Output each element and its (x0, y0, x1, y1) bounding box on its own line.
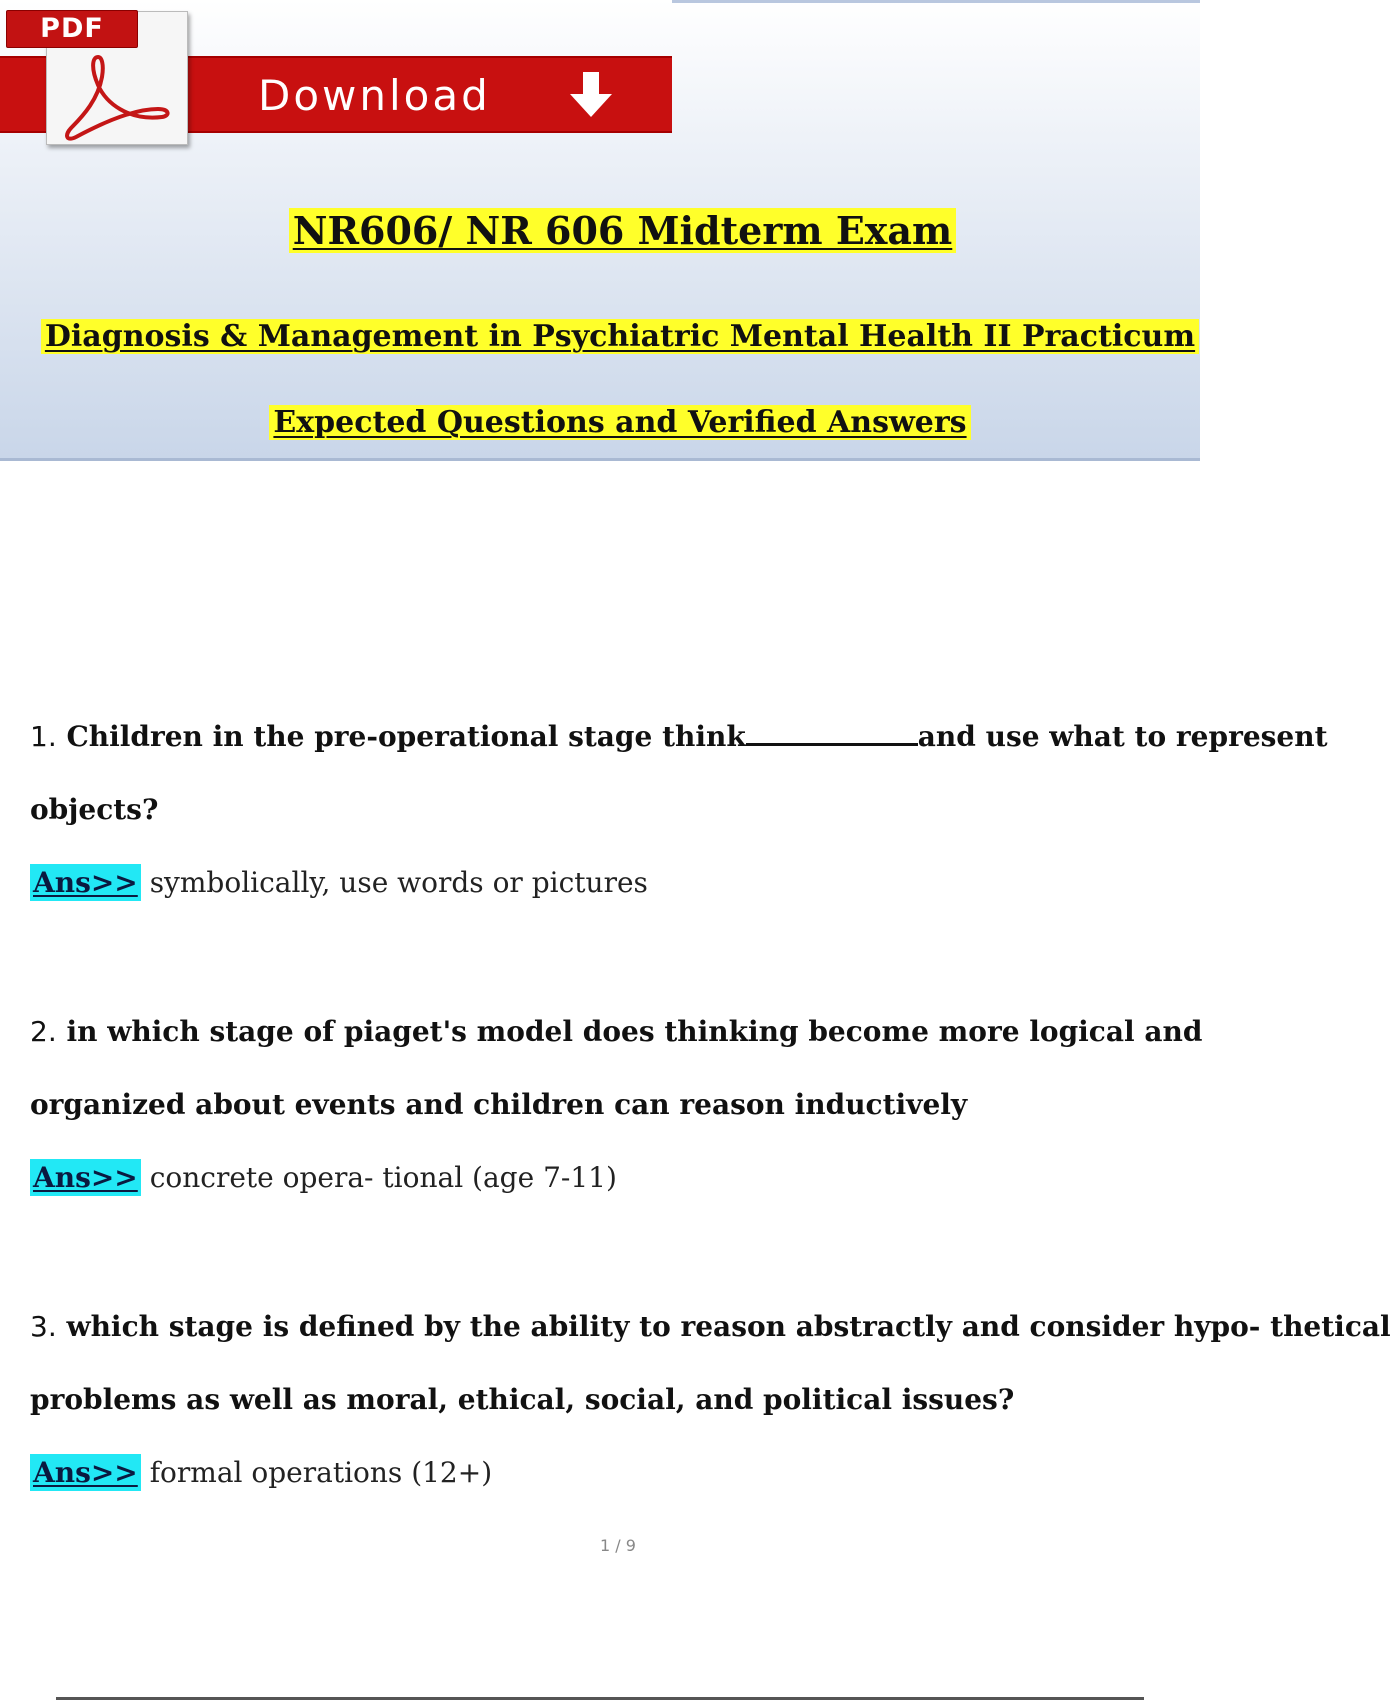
document-title (0, 203, 1245, 259)
answer-line (30, 1141, 1220, 1214)
question-text: in which stage of piaget's model does thinking become more logical and (66, 1015, 1203, 1048)
question-number: 1. (30, 720, 57, 753)
question-number: 2. (30, 1015, 57, 1048)
answer-tag: Ans>> (30, 864, 141, 901)
document-title-text: NR606/ NR 606 Midterm Exam (289, 208, 957, 253)
question-text: organized about events and children can reason inductively (30, 1088, 968, 1121)
document-subtitle-text: Diagnosis & Management in Psychiatric Mental Health II Practicum (41, 319, 1199, 354)
pdf-file-icon (2, 3, 192, 149)
answer-tag: Ans>> (30, 1159, 141, 1196)
answer-tag: Ans>> (30, 1454, 141, 1491)
document-subtitle (0, 315, 1240, 359)
answer-line (30, 846, 1220, 919)
question-line (30, 1068, 1220, 1141)
question-text: problems as well as moral, ethical, social, and political issues? (30, 1383, 1015, 1416)
document-subtitle-2 (0, 401, 1240, 445)
question-text: objects? (30, 793, 159, 826)
answer-text: formal operations (12+) (149, 1456, 493, 1489)
question-line (30, 700, 1328, 773)
acrobat-logo-icon (58, 51, 182, 143)
fill-in-blank (746, 719, 918, 746)
question-line (30, 1363, 1220, 1436)
download-arrow-icon (566, 70, 616, 120)
answer-line (30, 1436, 1220, 1509)
question-line (30, 773, 1220, 846)
answer-text: symbolically, use words or pictures (149, 866, 648, 899)
question-text: and use what to represent (917, 720, 1328, 753)
question-item-3 (30, 1290, 1391, 1509)
document-subtitle-2-text: Expected Questions and Verified Answers (269, 405, 970, 440)
question-text: Children in the pre-operational stage think (66, 720, 746, 753)
page-indicator: 1 / 9 (600, 1536, 636, 1555)
header-top-rule (672, 0, 1200, 3)
answer-text: concrete opera- tional (age 7-11) (149, 1161, 617, 1194)
question-number: 3. (30, 1310, 57, 1343)
question-item-2 (30, 995, 1220, 1214)
download-label: Download (258, 71, 491, 120)
question-line (30, 1290, 1391, 1363)
question-text: which stage is defined by the ability to reason abstractly and consider hypo- thetical (66, 1310, 1391, 1343)
question-item-1 (30, 700, 1328, 919)
pdf-tag: PDF (6, 10, 138, 48)
question-line (30, 995, 1220, 1068)
